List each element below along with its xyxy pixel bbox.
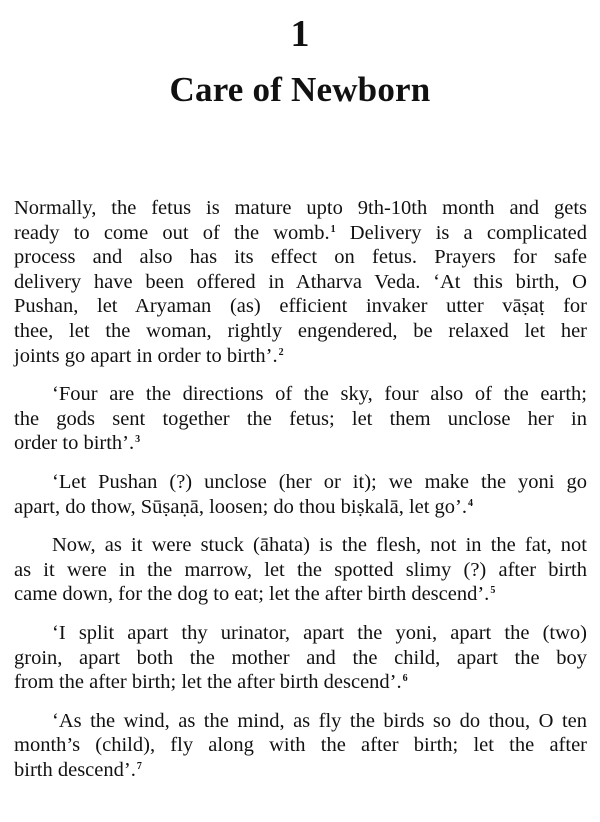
text-line (14, 733, 587, 758)
text-line (14, 670, 587, 695)
footnote-marker: 7 (136, 760, 142, 772)
text-line (14, 196, 587, 221)
line-text: birth descend’. (14, 758, 136, 781)
line-text: the gods sent together the fetus; let them unclose her in (14, 407, 587, 430)
footnote-marker: 6 (402, 673, 408, 685)
text-line (14, 221, 587, 246)
line-text: joints go apart in order to birth’. (14, 344, 278, 367)
line-text: Now, as it were stuck (āhata) is the flesh, not in the fat, not (52, 534, 587, 557)
line-text: order to birth’. (14, 432, 135, 455)
line-text: as it were in the marrow, let the spotted slimy (?) after birth (14, 558, 587, 581)
text-line (14, 758, 587, 783)
line-text: groin, apart both the mother and the child, apart the boy (14, 646, 587, 669)
paragraph (14, 533, 587, 607)
text-line (14, 319, 587, 344)
line-text: delivery have been offered in Atharva Veda. ‘At this birth, O (14, 270, 587, 293)
line-text: from the after birth; let the after birth descend’. (14, 671, 402, 694)
footnote-marker: 1 (330, 223, 336, 235)
paragraph (14, 709, 587, 783)
text-line (14, 470, 587, 495)
text-line (14, 245, 587, 270)
text-line (14, 533, 587, 558)
footnote-marker: 3 (135, 434, 141, 446)
line-text: ‘Four are the directions of the sky, four also of the earth; (52, 383, 587, 406)
paragraph (14, 470, 587, 519)
line-text: Normally, the fetus is mature upto 9th-10th month and gets (14, 197, 587, 219)
line-text-continued: Delivery is a complicated (335, 221, 588, 244)
text-line (14, 431, 587, 456)
text-line (14, 270, 587, 295)
text-line (14, 558, 587, 583)
line-text: ‘As the wind, as the mind, as fly the birds so do thou, O ten (52, 709, 587, 732)
text-line (14, 495, 587, 520)
paragraph (14, 196, 587, 368)
text-line (14, 294, 587, 319)
line-text: ready to come out of the womb. (14, 221, 330, 244)
text-line (14, 582, 587, 607)
line-text: apart, do thow, Sūṣaṇā, loosen; do thou biṣkalā, let go’. (14, 495, 468, 518)
text-line (14, 709, 587, 734)
chapter-number: 1 (290, 13, 310, 55)
chapter-title: Care of Newborn (169, 70, 431, 109)
line-text: Pushan, let Aryaman (as) efficient invaker utter vāṣaṭ for (14, 295, 587, 318)
body-text (14, 196, 587, 796)
line-text: thee, let the woman, rightly engendered, be relaxed let her (14, 319, 587, 342)
footnote-marker: 2 (278, 346, 284, 358)
line-text: process and also has its effect on fetus. Prayers for safe (14, 246, 587, 269)
footnote-marker: 5 (490, 585, 496, 597)
line-text: month’s (child), fly along with the after birth; let the after (14, 734, 587, 757)
paragraph (14, 621, 587, 695)
text-line (14, 344, 587, 369)
line-text: ‘I split apart thy urinator, apart the yoni, apart the (two) (52, 621, 587, 644)
text-line (14, 407, 587, 432)
footnote-marker: 4 (468, 497, 474, 509)
line-text: came down, for the dog to eat; let the after birth descend’. (14, 583, 490, 606)
paragraph (14, 382, 587, 456)
text-line (14, 621, 587, 646)
line-text: ‘Let Pushan (?) unclose (her or it); we make the yoni go (52, 470, 587, 493)
text-line (14, 382, 587, 407)
text-line (14, 646, 587, 671)
